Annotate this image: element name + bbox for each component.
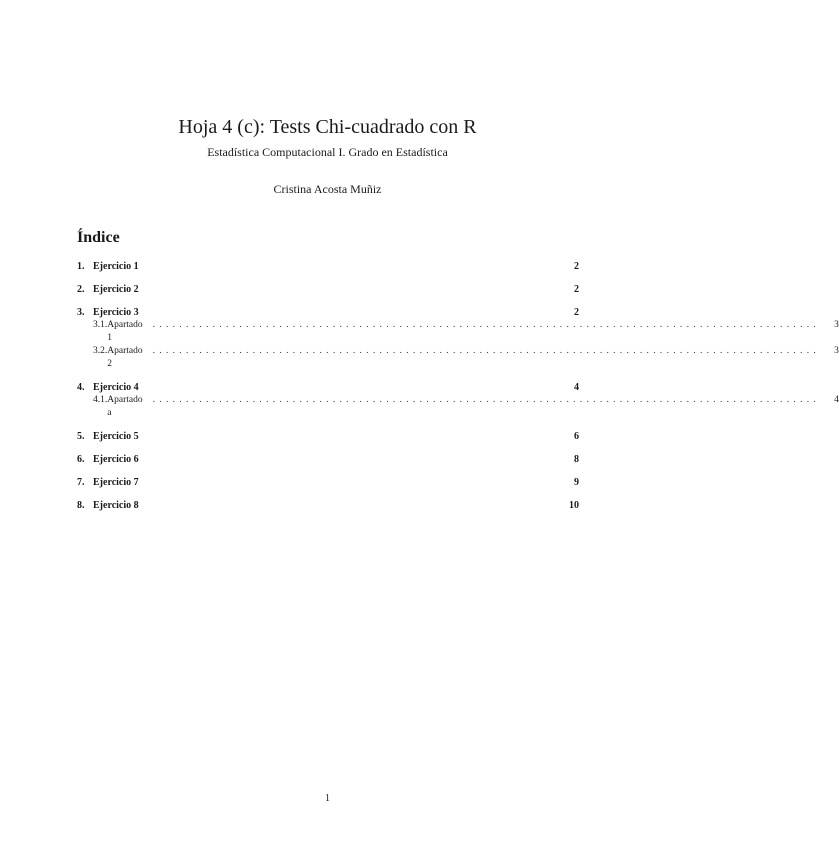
toc-entry-number: 7. xyxy=(77,477,85,488)
toc-entry-number: 6. xyxy=(77,454,85,465)
toc-entry-page: 2 xyxy=(574,307,579,318)
toc-subentry-page: 3 xyxy=(834,346,839,356)
toc-entry-number: 3. xyxy=(77,307,85,318)
toc-entry-number: 8. xyxy=(77,500,85,511)
toc-entry-ejercicio-1[interactable] xyxy=(77,260,579,273)
toc-entry-label: Ejercicio 8 xyxy=(93,500,139,511)
document-title: Hoja 4 (c): Tests Chi-cuadrado con R xyxy=(178,116,477,138)
toc-subentry-label: Apartado a xyxy=(107,395,143,418)
toc-entry-label: Ejercicio 7 xyxy=(93,477,139,488)
toc-leader-dots: .................................................................................................... xyxy=(152,346,821,356)
toc-subentry-label: Apartado 2 xyxy=(107,346,143,369)
toc-entry-number: 2. xyxy=(77,284,85,295)
toc-subentry-apartado-2[interactable] xyxy=(77,345,839,371)
toc-entry-number: 1. xyxy=(77,261,85,272)
toc-subentry-label: Apartado 1 xyxy=(107,320,143,343)
toc-entry-label: Ejercicio 1 xyxy=(93,261,139,272)
toc-subentry-number: 3.2. xyxy=(93,346,108,356)
toc-entry-ejercicio-8[interactable] xyxy=(77,499,579,512)
document-subtitle: Estadística Computacional I. Grado en Estadística xyxy=(207,145,448,159)
page-number: 1 xyxy=(325,793,330,804)
toc-entry-page: 9 xyxy=(574,477,579,488)
table-of-contents xyxy=(77,228,839,512)
toc-entry-page: 2 xyxy=(574,284,579,295)
toc-entry-label: Ejercicio 6 xyxy=(93,454,139,465)
toc-entry-ejercicio-3[interactable] xyxy=(77,306,579,319)
toc-entry-label: Ejercicio 2 xyxy=(93,284,139,295)
toc-entry-label: Ejercicio 4 xyxy=(93,382,139,393)
toc-entry-page: 10 xyxy=(569,500,579,511)
toc-entry-label: Ejercicio 3 xyxy=(93,307,139,318)
toc-subentry-number: 4.1. xyxy=(93,395,108,405)
toc-entry-ejercicio-5[interactable] xyxy=(77,430,579,443)
toc-leader-dots: .................................................................................................... xyxy=(152,320,821,330)
toc-entry-number: 5. xyxy=(77,431,85,442)
toc-entry-ejercicio-6[interactable] xyxy=(77,453,579,466)
document-author: Cristina Acosta Muñiz xyxy=(273,182,382,196)
toc-entry-ejercicio-7[interactable] xyxy=(77,476,579,489)
toc-entry-page: 2 xyxy=(574,261,579,272)
toc-entry-page: 4 xyxy=(574,382,579,393)
toc-entry-number: 4. xyxy=(77,382,85,393)
toc-subentry-page: 3 xyxy=(834,320,839,330)
toc-entry-label: Ejercicio 5 xyxy=(93,431,139,442)
toc-subentry-number: 3.1. xyxy=(93,320,108,330)
toc-entry-ejercicio-2[interactable] xyxy=(77,283,579,296)
toc-entry-ejercicio-4[interactable] xyxy=(77,381,579,394)
toc-subentry-page: 4 xyxy=(834,395,839,405)
toc-subentry-apartado-a[interactable] xyxy=(77,394,839,420)
title-block xyxy=(0,114,655,197)
toc-subentry-apartado-1[interactable] xyxy=(77,319,839,345)
toc-leader-dots: .................................................................................................... xyxy=(152,395,821,405)
toc-heading: Índice xyxy=(77,229,120,246)
toc-entry-page: 6 xyxy=(574,431,579,442)
toc-entry-page: 8 xyxy=(574,454,579,465)
